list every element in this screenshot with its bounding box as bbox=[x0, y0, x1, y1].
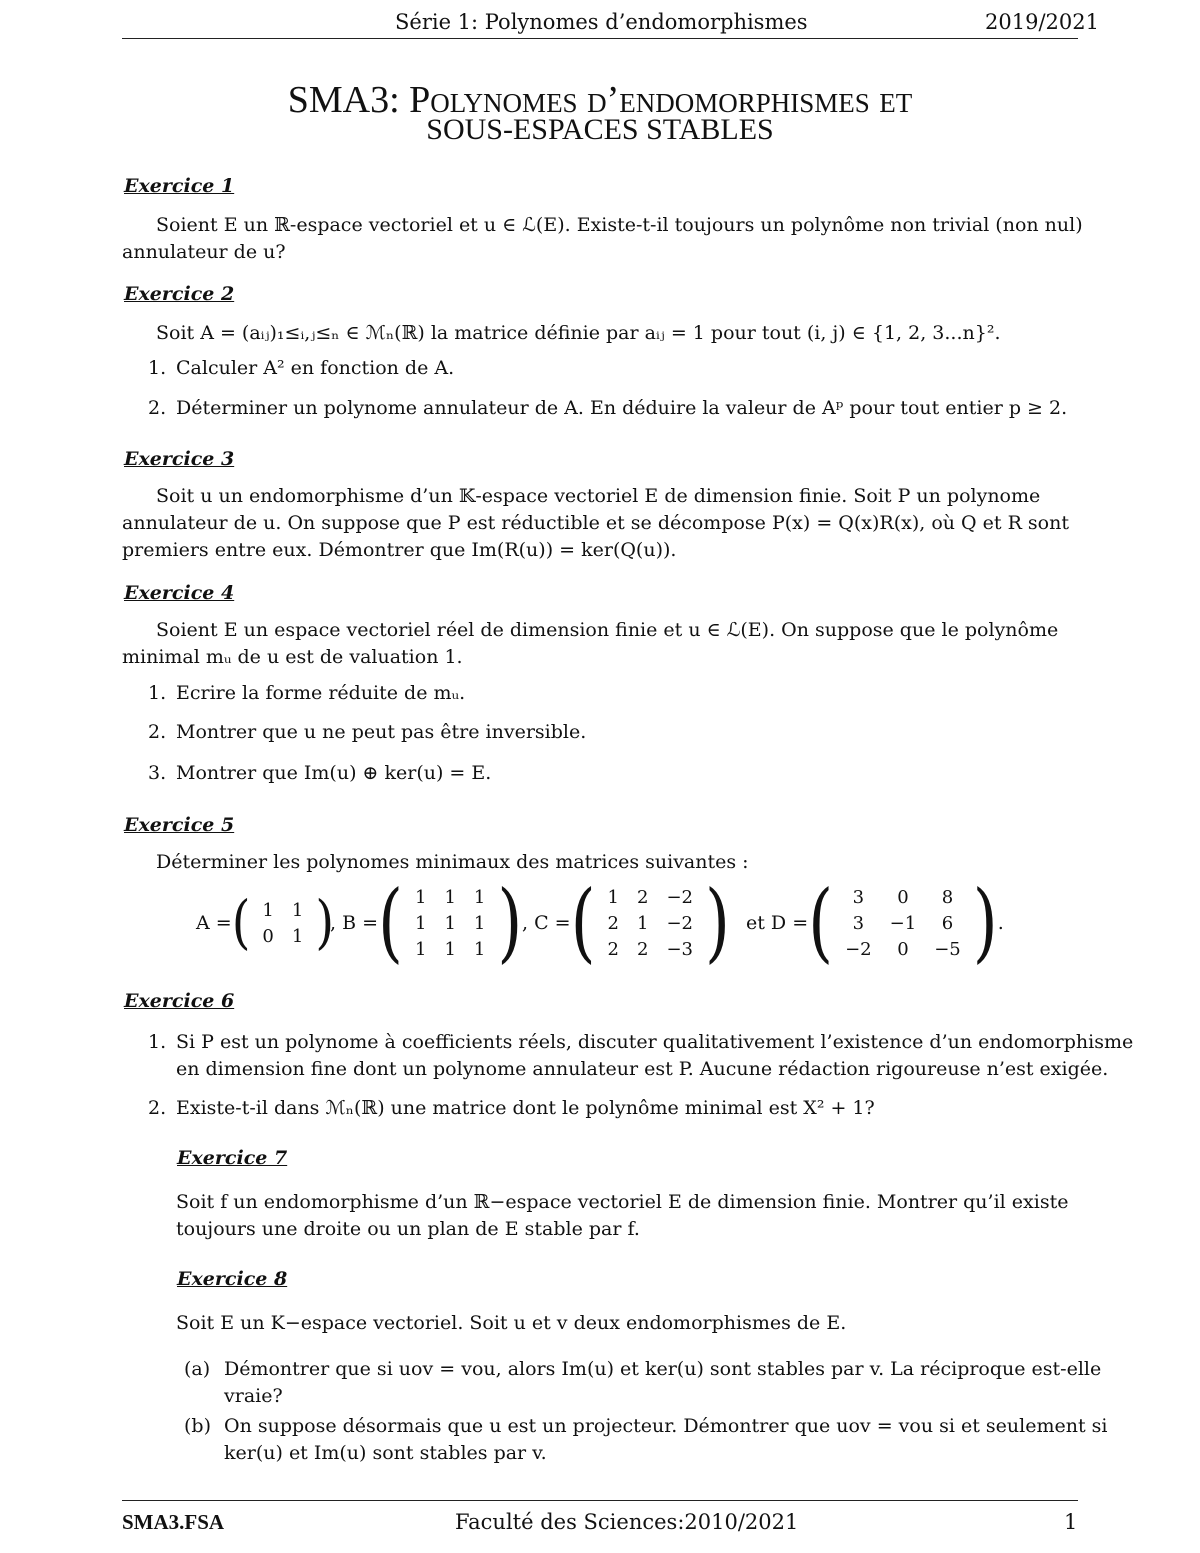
matrix-C-grid bbox=[599, 884, 702, 962]
matrix-end-period: . bbox=[997, 912, 1004, 934]
item-number: 2. bbox=[148, 721, 167, 743]
matrix-cell: −5 bbox=[934, 938, 961, 960]
matrix-cell: 1 bbox=[444, 912, 456, 934]
exercise-5-intro: Déterminer les polynomes minimaux des matrices suivantes : bbox=[156, 851, 749, 873]
exercise-4-line1: Soient E un espace vectoriel réel de dimension finie et u ∈ ℒ(E). On suppose que le polynôme bbox=[156, 619, 1059, 641]
item-number: 2. bbox=[148, 397, 167, 419]
exercise-8-item-a-label: (a) bbox=[184, 1358, 211, 1380]
exercise-8-item-b-line2: ker(u) et Im(u) sont stables par v. bbox=[224, 1442, 547, 1464]
matrix-B-label: , B = bbox=[330, 912, 379, 934]
left-paren: ( bbox=[231, 889, 251, 957]
matrix-cell: 6 bbox=[941, 912, 954, 934]
matrix-D-grid bbox=[836, 884, 970, 962]
exercise-1-line2: annulateur de u? bbox=[122, 241, 286, 263]
item-text: Montrer que Im(u) ⊕ ker(u) = E. bbox=[176, 762, 492, 784]
footer-left: SMA3.FSA bbox=[122, 1510, 225, 1534]
matrix-cell: −2 bbox=[666, 912, 693, 934]
exercise-4-item-2 bbox=[148, 719, 586, 746]
document-title-line2: SOUS-ESPACES STABLES bbox=[426, 113, 774, 146]
matrix-cell: 8 bbox=[941, 886, 954, 908]
left-paren: ( bbox=[378, 873, 403, 973]
page-number: 1 bbox=[1064, 1510, 1078, 1534]
exercise-5-heading: Exercice 5 bbox=[124, 814, 235, 836]
item-number: 1. bbox=[148, 357, 167, 379]
matrix-cell: 1 bbox=[291, 925, 304, 947]
matrix-cell: 1 bbox=[414, 912, 427, 934]
matrix-cell: 1 bbox=[473, 886, 486, 908]
exercise-3-line2: annulateur de u. On suppose que P est réductible et se décompose P(x) = Q(x)R(x), où Q et R sont bbox=[122, 512, 1069, 534]
exercise-8-intro: Soit E un K−espace vectoriel. Soit u et v deux endomorphismes de E. bbox=[176, 1312, 847, 1334]
footer-rule bbox=[122, 1500, 1078, 1501]
matrix-cell: 1 bbox=[291, 899, 304, 921]
exercise-2-heading: Exercice 2 bbox=[124, 283, 235, 305]
exercise-4-item-1 bbox=[148, 680, 465, 707]
running-header-year: 2019/2021 bbox=[985, 10, 1099, 34]
matrix-cell: −2 bbox=[666, 886, 693, 908]
exercise-6-item-1-number: 1. bbox=[148, 1031, 167, 1053]
exercise-4-heading: Exercice 4 bbox=[124, 582, 235, 604]
matrix-cell: 1 bbox=[444, 886, 456, 908]
exercise-3-heading: Exercice 3 bbox=[124, 448, 235, 470]
matrix-D-label: et D = bbox=[746, 912, 809, 934]
matrix-cell: 0 bbox=[262, 925, 274, 947]
exercise-4-line2: minimal mᵤ de u est de valuation 1. bbox=[122, 646, 463, 668]
matrix-cell: −1 bbox=[889, 912, 917, 934]
matrix-cell: 3 bbox=[852, 886, 865, 908]
matrix-cell: 1 bbox=[637, 912, 649, 934]
left-paren: ( bbox=[808, 873, 834, 973]
matrix-cell: −3 bbox=[666, 938, 693, 960]
running-header-title: Série 1: Polynomes d’endomorphismes bbox=[395, 10, 808, 34]
matrix-cell: 1 bbox=[607, 886, 619, 908]
right-paren: ) bbox=[705, 873, 730, 973]
item-text: Calculer A² en fonction de A. bbox=[176, 357, 455, 379]
matrix-B-grid bbox=[406, 884, 494, 962]
exercise-3-line3: premiers entre eux. Démontrer que Im(R(u)) = ker(Q(u)). bbox=[122, 539, 677, 561]
document-title-line1: SMA3: Polynomes d’endomorphismes et bbox=[287, 79, 913, 121]
matrix-cell: 3 bbox=[852, 912, 865, 934]
item-number: 1. bbox=[148, 682, 167, 704]
exercise-1-line1: Soient E un ℝ-espace vectoriel et u ∈ ℒ(E). Existe-t-il toujours un polynôme non trivial (non nul) bbox=[156, 214, 1083, 236]
right-paren: ) bbox=[497, 873, 523, 973]
matrix-cell: 1 bbox=[414, 938, 427, 960]
matrix-B bbox=[330, 873, 523, 973]
matrix-cell: 0 bbox=[897, 886, 909, 908]
exercise-8-item-b-line1: On suppose désormais que u est un projecteur. Démontrer que uov = vou si et seulement si bbox=[224, 1415, 1108, 1437]
footer-center: Faculté des Sciences:2010/2021 bbox=[455, 1510, 799, 1534]
exercise-6-item-2: Existe-t-il dans ℳₙ(ℝ) une matrice dont le polynôme minimal est X² + 1? bbox=[176, 1097, 875, 1119]
matrix-A-grid bbox=[253, 897, 312, 949]
matrix-cell: 1 bbox=[473, 912, 486, 934]
matrix-cell: 2 bbox=[607, 912, 619, 934]
exercise-7-heading: Exercice 7 bbox=[177, 1147, 288, 1169]
exercise-8-item-a-line1: Démontrer que si uov = vou, alors Im(u) et ker(u) sont stables par v. La réciproque est-elle bbox=[224, 1358, 1102, 1380]
header-rule bbox=[122, 38, 1078, 39]
left-paren: ( bbox=[570, 873, 596, 973]
exercise-8-item-b-label: (b) bbox=[184, 1415, 211, 1437]
exercise-6-item-2-number: 2. bbox=[148, 1097, 167, 1119]
exercise-2-item-1 bbox=[148, 355, 454, 382]
exercise-8-heading: Exercice 8 bbox=[177, 1268, 288, 1290]
exercise-6-heading: Exercice 6 bbox=[124, 990, 235, 1012]
matrix-cell: 1 bbox=[473, 938, 486, 960]
matrix-cell: −2 bbox=[845, 938, 872, 960]
exercise-7-line1: Soit f un endomorphisme d’un ℝ−espace vectoriel E de dimension finie. Montrer qu’il existe bbox=[176, 1191, 1069, 1213]
exercise-8-item-a-line2: vraie? bbox=[224, 1385, 283, 1407]
matrix-cell: 1 bbox=[444, 938, 456, 960]
exercise-7-line2: toujours une droite ou un plan de E stable par f. bbox=[176, 1218, 640, 1240]
right-paren: ) bbox=[972, 873, 998, 973]
matrix-cell: 0 bbox=[897, 938, 909, 960]
exercise-1-heading: Exercice 1 bbox=[124, 175, 235, 197]
matrix-cell: 2 bbox=[637, 886, 649, 908]
item-number: 3. bbox=[148, 762, 167, 784]
matrix-C-label: , C = bbox=[522, 912, 571, 934]
matrix-cell: 1 bbox=[262, 899, 274, 921]
exercise-6-item-1-line1: Si P est un polynome à coefficients réels, discuter qualitativement l’existence d’un endomorphisme bbox=[176, 1031, 1134, 1053]
item-text: Montrer que u ne peut pas être inversible. bbox=[176, 721, 587, 743]
matrix-D bbox=[746, 873, 1004, 973]
matrix-cell: 1 bbox=[414, 886, 427, 908]
matrix-A bbox=[196, 882, 334, 964]
exercise-6-item-1-line2: en dimension fine dont un polynome annulateur est P. Aucune rédaction rigoureuse n’est exigée. bbox=[176, 1058, 1109, 1080]
exercise-2-item-2 bbox=[148, 395, 1067, 422]
matrix-cell: 2 bbox=[607, 938, 619, 960]
exercise-4-item-3 bbox=[148, 760, 491, 787]
matrix-A-label: A = bbox=[196, 912, 232, 934]
matrix-cell: 2 bbox=[637, 938, 649, 960]
exercise-3-line1: Soit u un endomorphisme d’un 𝕂-espace vectoriel E de dimension finie. Soit P un polynome bbox=[156, 485, 1041, 507]
item-text: Ecrire la forme réduite de mᵤ. bbox=[176, 682, 466, 704]
right-paren: ) bbox=[315, 889, 335, 957]
item-text: Déterminer un polynome annulateur de A. En déduire la valeur de Aᵖ pour tout entier p ≥ 2. bbox=[176, 397, 1068, 419]
matrix-C bbox=[522, 873, 730, 973]
exercise-2-intro: Soit A = (aᵢⱼ)₁≤ᵢ,ⱼ≤ₙ ∈ ℳₙ(ℝ) la matrice définie par aᵢⱼ = 1 pour tout (i, j) ∈ {1, 2, 3...n}². bbox=[156, 322, 1001, 344]
